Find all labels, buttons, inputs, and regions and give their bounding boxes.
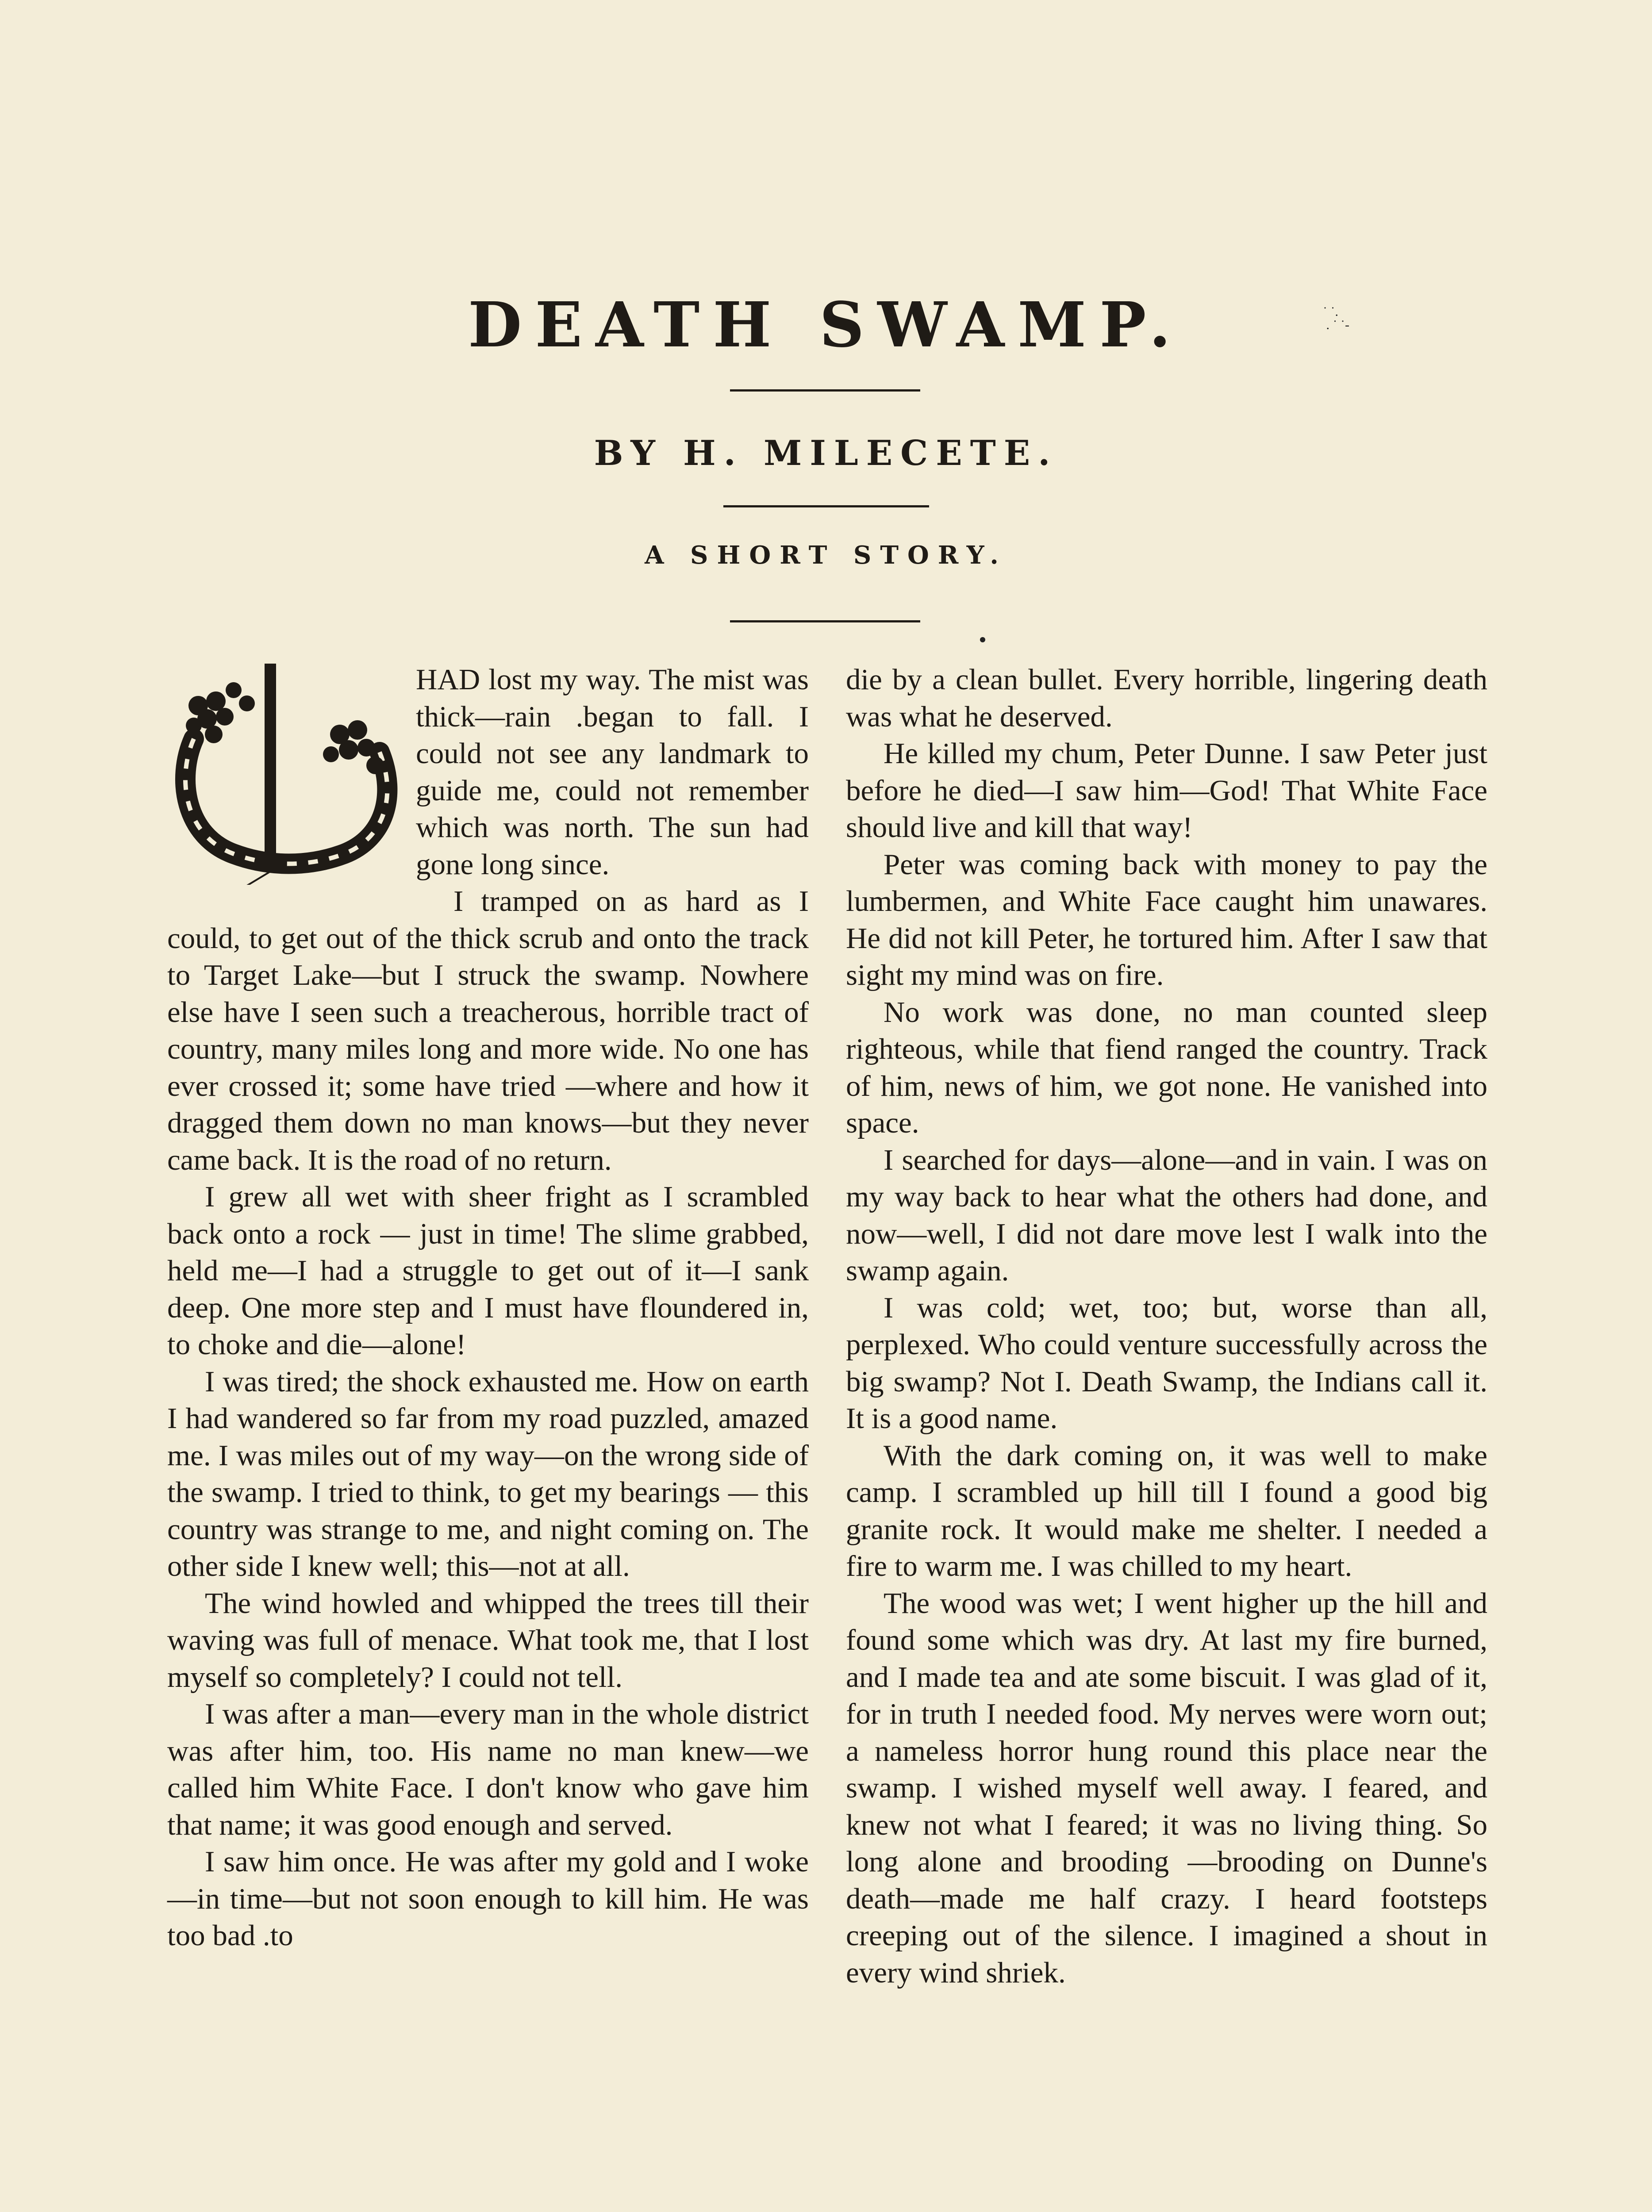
paragraph: With the dark coming on, it was well to make camp. I scrambled up hill till I found a good big granite rock. It would make me shelter. I needed a fire to warm me. I was chilled to my heart. xyxy=(846,1439,1487,1582)
paragraph: No work was done, no man counted sleep righteous, while that fiend ranged the country. Track of him, news of him, we got none. He vanished into space. xyxy=(846,995,1487,1139)
right-column xyxy=(846,661,1487,1991)
print-specks: ˙ ˙. . ˙ ˙- xyxy=(1323,304,1349,332)
subtitle-rule xyxy=(730,620,920,622)
story-byline: BY H. MILECETE. xyxy=(594,433,1058,473)
story-subtitle: A SHORT STORY. xyxy=(645,541,1007,570)
paragraph: The wood was wet; I went higher up the hill and found some which was dry. At last my fire burned, and I made tea and ate some biscuit. I was glad of it, for in truth I needed food. My nerves were worn out; a nameless horror hung round this place near the swamp. I wished myself well away. I feared, and knew not what I feared; it was no living thing. So long alone and brooding —brooding on Dunne's death—made me half crazy. I heard footsteps creeping out of the silence. I imagined a shout in every wind shriek. xyxy=(846,1586,1487,1989)
paragraph: I grew all wet with sheer fright as I scrambled back onto a rock — just in time! The slime grabbed, held me—I had a struggle to get out of it—I sank deep. One more step and I must have floundered in, to choke and die—alone! xyxy=(167,1180,809,1361)
paragraph: I was after a man—every man in the whole district was after him, too. His name no man knew—we called him White Face. I don't know who gave him that name; it was good enough and served. xyxy=(167,1697,809,1841)
paragraph: HAD lost my way. The mist was thick—rain .began to fall. I could not see any landmark to guide me, could not remember which was north. The sun had gone long since. xyxy=(416,663,809,881)
print-speck xyxy=(980,637,985,642)
paragraph: I searched for days—alone—and in vain. I was on my way back to hear what the others had done, and now—well, I did not dare move lest I walk into the swamp again. xyxy=(846,1143,1487,1287)
paragraph: I tramped on as hard as I could, to get out of the thick scrub and onto the track to Target Lake—but I struck the swamp. Nowhere else have I seen such a treacherous, horrible tract of country, many miles long and more wide. No one has ever crossed it; some have tried —where and how it dragged them down no man knows—but they never came back. It is the road of no return. xyxy=(167,885,809,1176)
paragraph: He killed my chum, Peter Dunne. I saw Peter just before he died—I saw him—God! That White Face should live and kill that way! xyxy=(846,737,1487,844)
paragraph: I was cold; wet, too; but, worse than all, perplexed. Who could venture successfully across the big swamp? Not I. Death Swamp, the Indians call it. It is a good name. xyxy=(846,1291,1487,1435)
byline-rule xyxy=(723,505,929,507)
paragraph: I was tired; the shock exhausted me. How on earth I had wandered so far from my road puzzled, amazed me. I was miles out of my way—on the wrong side of the swamp. I tried to think, to get my bearings — this country was strange to me, and night coming on. The other side I knew well; this—not at all. xyxy=(167,1365,809,1582)
left-column xyxy=(167,661,809,1955)
story-title: DEATH SWAMP. xyxy=(468,289,1184,361)
paragraph: die by a clean bullet. Every horrible, lingering death was what he deserved. xyxy=(846,663,1487,733)
paragraph: I saw him once. He was after my gold and I woke—in time—but not soon enough to kill him. He was too bad .to xyxy=(167,1845,809,1952)
title-rule xyxy=(730,389,920,392)
dropcap-ornament-icon xyxy=(167,664,406,885)
paragraph: The wind howled and whipped the trees till their waving was full of menace. What took me, that I lost myself so completely? I could not tell. xyxy=(167,1586,809,1694)
paragraph: Peter was coming back with money to pay the lumbermen, and White Face caught him unawares. He did not kill Peter, he tortured him. After I saw that sight my mind was on fire. xyxy=(846,848,1487,991)
